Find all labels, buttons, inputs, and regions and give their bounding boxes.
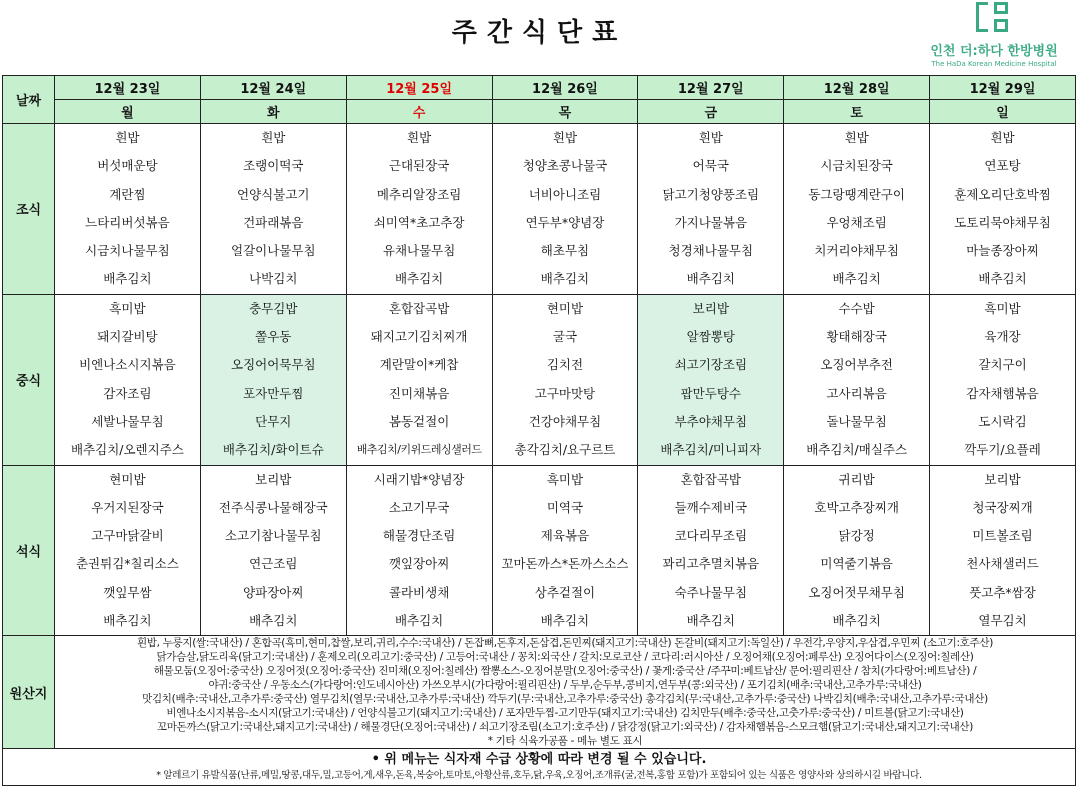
weekday-cell: 금	[638, 100, 784, 124]
breakfast-menu-cell	[200, 124, 346, 295]
menu-item: 배추김치	[103, 271, 152, 287]
menu-item: 굴국	[552, 329, 578, 345]
lunch-menu-cell	[55, 294, 201, 465]
menu-item: 오징어젓무채무침	[808, 584, 905, 600]
lunch-menu-cell	[930, 294, 1076, 465]
menu-item: 깍두기/요플레	[964, 442, 1041, 458]
date-cell: 12월 23일	[55, 76, 201, 100]
origin-line: 닭가슴살,닭도리육(닭고기:국내산) / 훈제오리(오리고기:중국산) / 고등어:국내산 / 꽁치:외국산 / 갈치:모로코산 / 코다리:러시아산 / 오징어채(오징어:페루산) 오징어다이스(오징어:칠레산)	[156, 651, 974, 664]
dinner-menu-cell	[346, 465, 492, 636]
menu-item: 깻잎장아찌	[388, 556, 450, 572]
menu-item: 동그랑땡계란구이	[808, 186, 905, 202]
menu-item: 흰밥	[698, 130, 723, 145]
menu-item: 언양식불고기	[237, 186, 310, 202]
menu-item: 흰밥	[552, 130, 578, 145]
menu-item: 계란찜	[109, 186, 146, 202]
menu-item: 해초무침	[540, 243, 590, 259]
menu-item: 흰밥	[990, 130, 1015, 145]
menu-item: 닭강정	[838, 528, 875, 544]
menu-item: 전주식콩나물해장국	[218, 499, 328, 515]
menu-item: 계란말이*케찹	[379, 357, 459, 373]
menu-item: 포자만두찜	[243, 385, 304, 401]
weekday-cell: 토	[784, 100, 930, 124]
menu-item: 우엉채조림	[826, 214, 887, 230]
menu-item: 흑미밥	[109, 300, 146, 316]
menu-item: 얼갈이나물무침	[231, 243, 316, 259]
breakfast-row	[3, 124, 1076, 295]
menu-item: 오징어부추전	[820, 357, 893, 373]
menu-item: 흰밥	[115, 130, 140, 145]
menu-item: 미트볼조림	[972, 528, 1033, 544]
logo-mark-icon	[972, 2, 1016, 36]
menu-item: 배추김치	[394, 271, 444, 287]
lunch-menu-cell	[492, 294, 638, 465]
menu-item: 감자채햄볶음	[966, 385, 1039, 401]
menu-item: 배추김치	[686, 613, 735, 629]
hospital-logo	[919, 2, 1069, 72]
menu-item: 배추김치/오렌지주스	[70, 442, 184, 458]
menu-item: 단무지	[255, 413, 292, 429]
menu-item: 우거지된장국	[91, 499, 164, 515]
weekday-cell: 화	[200, 100, 346, 124]
menu-item: 꼬마돈까스*돈까스소스	[501, 556, 629, 572]
menu-item: 김치전	[546, 357, 584, 373]
origin-line: 꼬마돈까스(닭고기:국내산,돼지고기:국내산) / 해물경단(오징어:국내산) / 쇠고기장조림(소고기:호주산) / 닭강정(닭고기:외국산) / 감자채햄볶음-스모크햄(닭고기:국내산,돼지고기:국내산)	[156, 721, 974, 734]
menu-item: 들깨수제비국	[674, 499, 748, 515]
menu-item: 춘권튀김*칠리소스	[75, 556, 179, 572]
weekday-cell: 목	[492, 100, 638, 124]
menu-item: 배추김치	[394, 613, 444, 629]
menu-item: 흰밥	[261, 130, 286, 145]
lunch-menu-cell	[200, 294, 346, 465]
lunch-menu-cell	[784, 294, 930, 465]
menu-item: 닭고기청양풍조림	[662, 186, 760, 202]
menu-item: 부추야채무침	[674, 413, 748, 429]
breakfast-label: 조식	[3, 124, 55, 295]
dinner-menu-cell	[638, 465, 784, 636]
menu-item: 치커리야채무침	[814, 243, 899, 259]
date-cell: 12월 26일	[492, 76, 638, 100]
menu-item: 돼지고기김치찌개	[370, 329, 468, 345]
breakfast-menu-cell	[346, 124, 492, 295]
origin-info	[55, 636, 1076, 749]
date-label: 날짜	[3, 76, 55, 124]
weekday-row	[3, 100, 1076, 124]
menu-item: 고구마닭갈비	[91, 528, 164, 544]
menu-item: 양파장아찌	[243, 584, 304, 600]
breakfast-menu-cell	[55, 124, 201, 295]
menu-item: 비엔나소시지볶음	[79, 357, 176, 373]
date-cell: 12월 24일	[200, 76, 346, 100]
menu-item: 고구마맛탕	[534, 385, 596, 401]
date-cell: 12월 25일	[346, 76, 492, 100]
date-cell: 12월 27일	[638, 76, 784, 100]
logo-name: 인천 더:하다 한방병원	[930, 44, 1058, 59]
menu-item: 코다리무조림	[674, 528, 748, 544]
lunch-menu-cell	[346, 294, 492, 465]
menu-item: 청양초콩나물국	[522, 158, 608, 174]
origin-label: 원산지	[3, 636, 55, 749]
menu-item: 가지나물볶음	[674, 214, 748, 230]
menu-item: 숙주나물무침	[674, 584, 748, 600]
menu-item: 감자조림	[103, 385, 152, 401]
menu-item: 진미채볶음	[388, 385, 450, 401]
menu-item: 연근조림	[249, 556, 298, 572]
menu-item: 연두부*양념장	[525, 214, 605, 230]
menu-item: 미역줄기볶음	[820, 556, 893, 572]
menu-item: 봄동겉절이	[388, 413, 450, 429]
origin-row	[3, 636, 1076, 749]
lunch-label: 중식	[3, 294, 55, 465]
menu-item: 배추김치/매실주스	[806, 442, 908, 458]
menu-item: 쇠미역*초고추장	[373, 214, 465, 230]
menu-item: 보리밥	[692, 300, 729, 316]
dinner-menu-cell	[55, 465, 201, 636]
menu-item: 천사채샐러드	[966, 556, 1039, 572]
menu-item: 호박고추장찌개	[814, 499, 899, 515]
menu-item: 나박김치	[249, 271, 298, 287]
dinner-row	[3, 465, 1076, 636]
lunch-menu-cell	[638, 294, 784, 465]
menu-item: 연포탕	[984, 158, 1021, 174]
menu-item: 흰밥	[407, 130, 432, 145]
dinner-menu-cell	[784, 465, 930, 636]
menu-item: 미역국	[546, 499, 584, 515]
dinner-label: 석식	[3, 465, 55, 636]
origin-line: 흰밥, 누룽지(쌀:국내산) / 혼합곡(흑미,현미,찹쌀,보리,귀리,수수:국내산) / 돈잡뼈,돈후지,돈삼겹,돈민찌(돼지고기:국내산) 돈갈비(돼지고기:독일산) / 우전각,우양지,우삼겹,우민찌 (소고기:호주산)	[136, 637, 994, 650]
menu-item: 보리밥	[255, 471, 292, 487]
breakfast-menu-cell	[930, 124, 1076, 295]
menu-item: 메추리알장조림	[376, 186, 462, 202]
menu-item: 근대된장국	[388, 158, 450, 174]
menu-item: 도시락김	[978, 413, 1027, 429]
menu-item: 너비아니조림	[528, 186, 602, 202]
menu-item: 충무김밥	[249, 300, 298, 316]
origin-line: 야귀:중국산 / 우동소스(가다랑어:인도네시아산) 가쓰오부시(가다랑어:필리핀산) / 두부,순두부,콩비지,연두부(콩:외국산) / 포기김치(배추:국내산,고추가루:국내산)	[208, 679, 922, 692]
menu-item: 알짬뽕탕	[686, 329, 735, 345]
menu-item: 현미밥	[546, 300, 584, 316]
menu-item: 상추겉절이	[534, 584, 596, 600]
menu-item: 건파래볶음	[243, 214, 304, 230]
menu-item: 시금치나물무침	[85, 243, 170, 259]
dinner-menu-cell	[930, 465, 1076, 636]
menu-item: 고사리볶음	[826, 385, 887, 401]
menu-item: 꽈리고추멸치볶음	[662, 556, 760, 572]
menu-item: 유채나물무침	[382, 243, 456, 259]
menu-item: 배추김치	[978, 271, 1027, 287]
menu-item: 콜라비생채	[388, 584, 450, 600]
allergy-notice: * 알레르기 유발식품(난류,메밀,땅콩,대두,밀,고등어,게,새우,돈육,복숭아,토마토,아황산류,호두,닭,우육,오징어,조개류(굴,전복,홍합 포함)가 포함되어 있는 식품은 영양사와 상의하시길 바랍니다.	[156, 770, 922, 782]
weekday-cell: 일	[930, 100, 1076, 124]
origin-line: * 기타 식육가공품 - 메뉴 별도 표시	[487, 735, 643, 748]
menu-item: 소고기참나물무침	[224, 528, 322, 544]
menu-item: 깻잎무쌈	[103, 584, 152, 600]
origin-line: 해물모둠(오징어:중국산) 오징어젓(오징어:중국산) 진미채(오징어:칠레산) 짬뽕소스-오징어분말(오징어:중국산) / 꽃게:중국산 /주꾸미:베트남산/ 문어:필리핀산 / 참치(가다랑어:베트남산) /	[153, 665, 977, 678]
menu-item: 건강야채무침	[528, 413, 602, 429]
origin-line: 맛김치(배추:국내산,고추가루:중국산) 열무김치(열무:국내산,고추가루:국내산) 깍두기(무:국내산,고추가루:중국산) 총각김치(무:국내산,고추가루:중국산) 나박김치(배추:국내산,고추가루:국내산)	[142, 693, 988, 706]
menu-item: 총각김치/요구르트	[514, 442, 616, 458]
menu-item: 현미밥	[109, 471, 146, 487]
menu-item: 배추김치	[686, 271, 735, 287]
menu-item: 배추김치/키위드레싱샐러드	[356, 443, 482, 457]
dinner-menu-cell	[492, 465, 638, 636]
menu-item: 흰밥	[844, 130, 869, 145]
weekday-cell: 월	[55, 100, 201, 124]
dinner-menu-cell	[200, 465, 346, 636]
menu-item: 배추김치	[249, 613, 298, 629]
menu-item: 청국장찌개	[972, 499, 1033, 515]
menu-item: 배추김치	[540, 613, 590, 629]
logo-subtitle: The HaDa Korean Medicine Hospital	[931, 60, 1057, 68]
menu-item: 수수밥	[838, 300, 875, 316]
weekday-cell: 수	[346, 100, 492, 124]
breakfast-menu-cell	[638, 124, 784, 295]
menu-item: 도토리묵야채무침	[954, 214, 1051, 230]
menu-item: 어묵국	[692, 158, 729, 174]
menu-item: 소고기무국	[388, 499, 450, 515]
menu-item: 팝만두탕수	[680, 385, 741, 401]
menu-item: 혼합잡곡밥	[680, 471, 741, 487]
date-cell: 12월 29일	[930, 76, 1076, 100]
lunch-row	[3, 294, 1076, 465]
menu-item: 세발나물무침	[91, 413, 164, 429]
notice-cell	[3, 749, 1076, 786]
menu-item: 돼지갈비탕	[97, 329, 158, 345]
menu-item: 버섯매운탕	[97, 158, 158, 174]
menu-item: 훈제오리단호박찜	[954, 186, 1051, 202]
menu-item: 해물경단조림	[382, 528, 456, 544]
menu-item: 쇠고기장조림	[674, 357, 748, 373]
menu-item: 열무김치	[978, 613, 1027, 629]
menu-item: 시래기밥*양념장	[373, 471, 465, 487]
menu-item: 마늘종장아찌	[966, 243, 1039, 259]
menu-item: 시금치된장국	[820, 158, 893, 174]
notice-row	[3, 749, 1076, 786]
menu-item: 귀리밥	[838, 471, 875, 487]
menu-item: 조랭이떡국	[243, 158, 304, 174]
menu-item: 보리밥	[984, 471, 1021, 487]
menu-item: 돌나물무침	[826, 413, 887, 429]
date-cell: 12월 28일	[784, 76, 930, 100]
menu-item: 쫄우동	[255, 329, 292, 345]
menu-item: 배추김치	[832, 613, 881, 629]
menu-item: 오징어어묵무침	[231, 357, 316, 373]
menu-change-notice: • 위 메뉴는 식자재 수급 상황에 따라 변경 될 수 있습니다.	[371, 752, 707, 768]
origin-line: 비엔나소시지볶음-소시지(닭고기:국내산) / 언양식불고기(돼지고기:국내산) / 포자만두찜-고기만두(돼지고기:국내산) 김치만두(배추:중국산,고춧가루:중국산) / 미트볼(닭고기:국내산)	[166, 707, 964, 720]
menu-item: 청경채나물무침	[668, 243, 754, 259]
menu-item: 배추김치/미니피자	[660, 442, 762, 458]
menu-item: 배추김치/화이트슈	[222, 442, 324, 458]
menu-item: 풋고추*쌈장	[969, 584, 1036, 600]
menu-item: 배추김치	[540, 271, 590, 287]
date-row	[3, 76, 1076, 100]
menu-item: 흑미밥	[546, 471, 584, 487]
menu-item: 느타리버섯볶음	[85, 214, 170, 230]
menu-item: 배추김치	[832, 271, 881, 287]
menu-item: 육개장	[984, 329, 1021, 345]
menu-item: 혼합잡곡밥	[388, 300, 450, 316]
menu-item: 황태해장국	[826, 329, 887, 345]
menu-item: 갈치구이	[978, 357, 1027, 373]
weekly-menu-table	[2, 75, 1076, 786]
menu-item: 흑미밥	[984, 300, 1021, 316]
page-title: 주간식단표	[451, 18, 628, 48]
menu-item: 제육볶음	[540, 528, 590, 544]
menu-item: 배추김치	[103, 613, 152, 629]
breakfast-menu-cell	[492, 124, 638, 295]
breakfast-menu-cell	[784, 124, 930, 295]
